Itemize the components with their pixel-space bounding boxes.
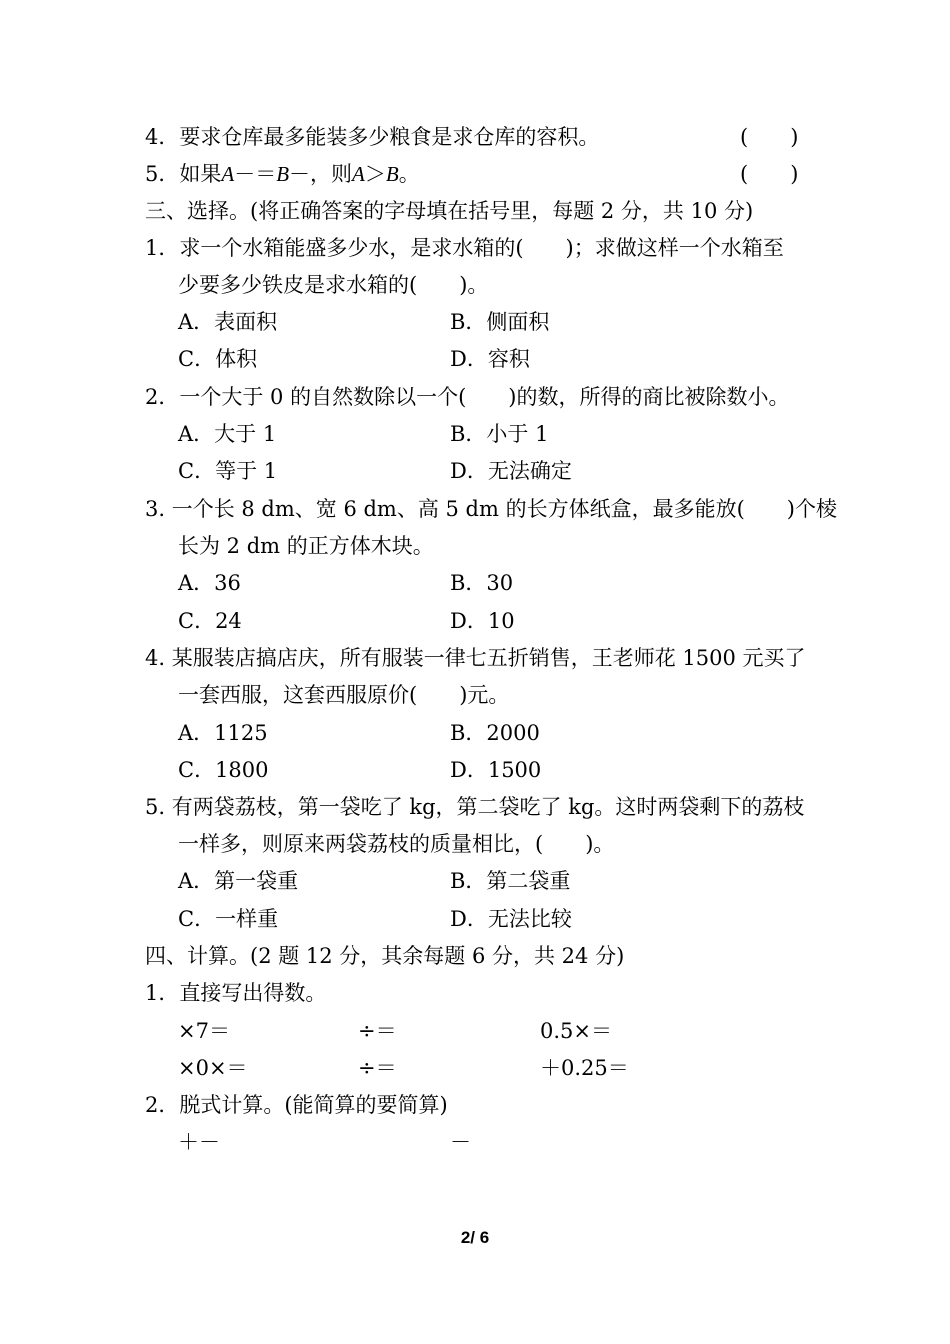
choice-q5-option-b[interactable]: B．第二袋重 <box>450 869 571 893</box>
calc-expr[interactable]: ÷＝ <box>358 1019 397 1043</box>
calc-expr[interactable]: 0.5×＝ <box>540 1019 612 1043</box>
choice-q5-option-d[interactable]: D．无法比较 <box>450 907 572 931</box>
choice-q1-option-c[interactable]: C．体积 <box>178 347 258 371</box>
choice-q4-option-a[interactable]: A．1125 <box>178 721 268 745</box>
var-b: B <box>385 162 399 186</box>
choice-q2-line1: 2．一个大于 0 的自然数除以一个( )的数，所得的商比被除数小。 <box>145 385 790 409</box>
judge-q5-end: 。 <box>398 162 420 186</box>
answer-paren-q4[interactable]: ( ) <box>740 125 799 149</box>
judge-q4: 4．要求仓库最多能装多少粮食是求仓库的容积。 <box>145 125 600 149</box>
choice-q4-line1: 4. 某服装店搞店庆，所有服装一律七五折销售，王老师花 1500 元买了 <box>145 646 806 670</box>
choice-q3-option-c[interactable]: C．24 <box>178 609 242 633</box>
choice-q1-option-a[interactable]: A．表面积 <box>178 310 278 334</box>
choice-q4-option-b[interactable]: B．2000 <box>450 721 540 745</box>
section-heading-calc: 四、计算。(2 题 12 分，其余每题 6 分，共 24 分) <box>145 944 625 968</box>
var-a: A <box>352 162 365 186</box>
var-b: B <box>276 162 290 186</box>
var-a: A <box>221 162 235 186</box>
choice-q1-line2: 少要多少铁皮是求水箱的( )。 <box>178 273 489 297</box>
choice-q5-line1: 5. 有两袋荔枝，第一袋吃了 kg，第二袋吃了 kg。这时两袋剩下的荔枝 <box>145 795 805 819</box>
choice-q5-option-a[interactable]: A．第一袋重 <box>178 869 299 893</box>
judge-q5-prefix: 5．如果 <box>145 162 222 186</box>
op: －＝ <box>234 162 277 186</box>
calc-expr[interactable]: ×0×＝ <box>178 1056 248 1080</box>
calc-expr-stepwise[interactable]: ＋－ <box>178 1130 220 1154</box>
choice-q3-option-b[interactable]: B．30 <box>450 571 514 595</box>
calc-expr[interactable]: ×7＝ <box>178 1019 230 1043</box>
page-number: 2/ 6 <box>460 1228 490 1247</box>
calc-expr[interactable]: ＋0.25＝ <box>540 1056 629 1080</box>
choice-q1-option-b[interactable]: B．侧面积 <box>450 310 550 334</box>
choice-q5-option-c[interactable]: C．一样重 <box>178 907 279 931</box>
calc-q2: 2．脱式计算。(能简算的要简算) <box>145 1093 448 1117</box>
section-heading-choice: 三、选择。(将正确答案的字母填在括号里，每题 2 分，共 10 分) <box>145 199 754 223</box>
choice-q3-option-a[interactable]: A．36 <box>178 571 241 595</box>
choice-q1-option-d[interactable]: D．容积 <box>450 347 530 371</box>
choice-q2-option-d[interactable]: D．无法确定 <box>450 459 572 483</box>
calc-expr-stepwise[interactable]: － <box>450 1130 471 1154</box>
choice-q5-line2: 一样多，则原来两袋荔枝的质量相比，( )。 <box>178 832 615 856</box>
choice-q2-option-b[interactable]: B．小于 1 <box>450 422 549 446</box>
choice-q2-option-c[interactable]: C．等于 1 <box>178 459 278 483</box>
judge-q5 <box>145 159 420 189</box>
answer-paren-q5[interactable]: ( ) <box>740 162 799 186</box>
calc-q1: 1．直接写出得数。 <box>145 981 327 1005</box>
choice-q3-line2: 长为 2 dm 的正方体木块。 <box>178 534 434 558</box>
op-gt: ＞ <box>364 162 386 186</box>
choice-q3-option-d[interactable]: D．10 <box>450 609 515 633</box>
choice-q2-option-a[interactable]: A．大于 1 <box>178 422 277 446</box>
choice-q3-line1: 3. 一个长 8 dm、宽 6 dm、高 5 dm 的长方体纸盒，最多能放( )个棱 <box>145 497 837 521</box>
choice-q1-line1: 1．求一个水箱能盛多少水，是求水箱的( )；求做这样一个水箱至 <box>145 236 784 260</box>
judge-q5-mid: －，则 <box>289 162 353 186</box>
calc-expr[interactable]: ÷＝ <box>358 1056 397 1080</box>
choice-q4-line2: 一套西服，这套西服原价( )元。 <box>178 683 510 707</box>
choice-q4-option-d[interactable]: D．1500 <box>450 758 542 782</box>
choice-q4-option-c[interactable]: C．1800 <box>178 758 269 782</box>
